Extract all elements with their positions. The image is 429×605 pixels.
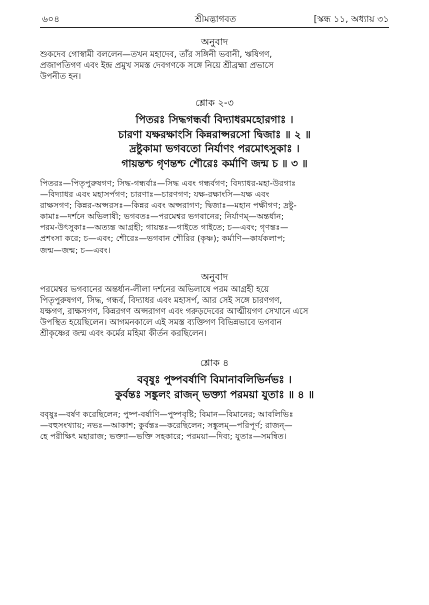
page-header xyxy=(42,12,389,26)
synonyms-line: —বহুসংখ্যায়; নভঃ—আকাশ; কুর্বন্তঃ—করেছিলেন; সঙ্কুলম্—পরিপূর্ণ; রাজন্— xyxy=(40,420,293,431)
synonyms-line: —বিদ্যাধর এবং মহাসর্পগণ; চারণাঃ—চারণগণ; যক্ষ-রক্ষাংসি—যক্ষ এবং xyxy=(40,189,270,200)
translation-paragraph-1 xyxy=(40,49,389,82)
translation-paragraph-2 xyxy=(40,284,389,339)
verse-line: গায়ন্তশ্চ গৃণন্তশ্চ শৌরেঃ কর্মাণি জন্ম চ ॥ ৩ ॥ xyxy=(121,157,308,170)
verse-text-4 xyxy=(40,373,389,402)
synonyms-line: রাক্ষসগণ; কিন্নর-অপ্সরসঃ—কিন্নর এবং অপ্সরাগণ; দ্বিজাঃ—মহান পক্ষীগণ; দ্রষ্টু- xyxy=(40,200,297,211)
paragraph-line: যক্ষগণ, রাক্ষসগণ, কিন্নরগণ অপ্সরাগণ এবং গরুড়দেবের আত্মীয়গণ সেখানে এসে xyxy=(40,306,309,316)
verse-text-2-3 xyxy=(40,113,389,171)
book-title: শ্রীমদ্ভাগবত xyxy=(194,15,237,25)
synonyms-line: হে পরীক্ষিৎ মহারাজ; ভক্ত্যা—ভক্তি সহকারে; পরময়া—দিব্য; যুতাঃ—সমন্বিত। xyxy=(40,431,287,442)
verse-line: কুর্বন্তঃ সঙ্কুলং রাজন্ ভক্ত্যা পরময়া যুতাঃ ॥ ৪ ॥ xyxy=(115,388,314,401)
page-number: ৬০৪ xyxy=(42,15,60,25)
synonyms-line: প্রশংসা করে; চ—এবং; শৌরেঃ—ভগবান শৌরির (কৃষ্ণ); কর্মাণি—কার্যকলাপ; xyxy=(40,233,286,244)
synonyms-line: ববৃষুঃ—বর্ষণ করেছিলেন; পুষ্প-বর্ষাণি—পুষ্পবৃষ্টি; বিমান—বিমানের; আবলিভিঃ xyxy=(40,409,294,419)
paragraph-line: পরমেশ্বর ভগবানের অন্তর্ধান-লীলা দর্শনের অভিলাষে পরম আগ্রহী হয়ে xyxy=(40,284,269,294)
verse-line: চারণা যক্ষরক্ষাংসি কিন্নরাপ্সরসো দ্বিজাঃ ॥ ২ ॥ xyxy=(118,128,311,141)
translation-heading-1: অনুবাদ xyxy=(201,37,228,48)
paragraph-line: উপস্থিত হয়েছিলেন। আগমনকালে এই সমস্ত ব্যক্তিগণ বিভিন্নভাবে ভগবান xyxy=(40,317,282,327)
header-rule xyxy=(40,27,389,28)
paragraph-line: পিতৃপুরুষগণ, সিদ্ধ, গন্ধর্ব, বিদ্যাধর এবং মহাসর্প, আর সেই সঙ্গে চারণগণ, xyxy=(40,295,283,305)
verse-line: দ্রষ্টুকামা ভগবতো নির্যাণং পরমোৎসুকাঃ । xyxy=(129,143,300,156)
synonyms-line: পিতরঃ—পিতৃপুরুষগণ; সিদ্ধ-গন্ধর্বাঃ—সিদ্ধ এবং গন্ধর্বগণ; বিদ্যাধর-মহা-উরগাঃ xyxy=(40,178,296,188)
synonyms-line: পরম-উৎসুকাঃ—অত্যন্ত আগ্রহী; গায়ন্তঃ—গাইতে গাইতে; চ—এবং; গৃণন্তঃ— xyxy=(40,222,289,233)
verse-heading-2-3: শ্লোক ২-৩ xyxy=(195,98,234,109)
verse-heading-4: শ্লোক ৪ xyxy=(200,358,229,369)
verse-line: ববৃষুঃ পুষ্পবর্ষাণি বিমানাবলিভির্নভঃ । xyxy=(137,374,292,386)
synonyms-line: কামাঃ—দর্শনে অভিলাষী; ভগবতঃ—পরমেশ্বর ভগবানের; নির্যাণম্—অন্তর্ধান; xyxy=(40,211,284,222)
chapter-reference: [স্কন্ধ ১১, অধ্যায় ৩১ xyxy=(313,15,389,25)
paragraph-line: প্রজাপতিগণ এবং ইন্দ্র প্রমুখ সমস্ত দেবগণকে সঙ্গে নিয়ে শ্রীব্রহ্মা প্রভাসে xyxy=(40,60,274,70)
paragraph-line: শ্রীকৃষ্ণের জন্ম এবং কর্মের মহিমা কীর্তন করছিলেন। xyxy=(40,328,207,338)
verse-line: পিতরঃ সিদ্ধগন্ধর্বা বিদ্যাধরমহোরগাঃ । xyxy=(135,114,294,126)
synonyms-line: জন্ম—জন্ম; চ—এবং। xyxy=(40,244,111,255)
paragraph-line: শুকদেব গোস্বামী বললেন—তখন মহাদেব, তাঁর সঙ্গিনী ভবানী, ঋষিগণ, xyxy=(40,49,272,59)
translation-heading-2: অনুবাদ xyxy=(201,272,228,283)
synonyms-block-1 xyxy=(40,178,389,256)
paragraph-line: উপনীত হন। xyxy=(40,71,81,81)
synonyms-block-2 xyxy=(40,409,389,442)
